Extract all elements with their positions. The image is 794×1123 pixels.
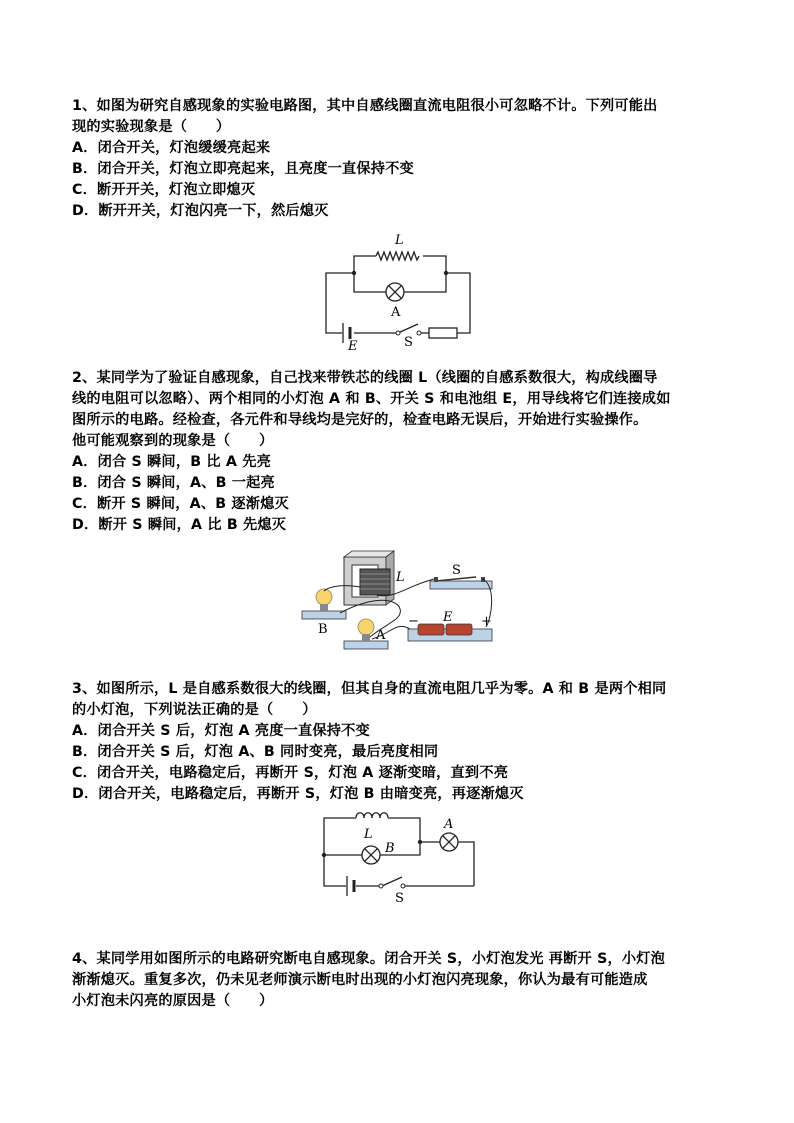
q2-bulb-a-icon — [358, 619, 374, 635]
q1-label-switch: S — [404, 335, 413, 350]
q2-coil-icon — [360, 569, 390, 595]
q3-label-inductor: L — [364, 827, 373, 842]
q3-label-switch: S — [395, 891, 404, 906]
q1-circuit-diagram — [318, 228, 478, 354]
q2-stem-line-4: 他可能观察到的现象是（ ） — [72, 433, 274, 449]
q1-label-lamp: A — [391, 305, 401, 320]
q3-option-d: D．闭合开关，电路稳定后，再断开 S，灯泡 B 由暗变亮，再逐渐熄灭 — [72, 786, 524, 802]
q2-label-lamp-b: B — [318, 622, 328, 637]
q2-option-c: C．断开 S 瞬间，A、B 逐渐熄灭 — [72, 496, 289, 512]
q3-label-lamp-b: B — [385, 841, 395, 856]
q4-stem-line-3: 小灯泡未闪亮的原因是（ ） — [72, 993, 274, 1009]
q2-apparatus-illustration — [300, 547, 500, 659]
q1-label-inductor: L — [395, 233, 404, 248]
q1-option-a: A．闭合开关，灯泡缓缓亮起来 — [72, 140, 271, 156]
q3-stem-line-2: 的小灯泡，下列说法正确的是（ ） — [72, 702, 317, 718]
q2-stem-line-1: 2、某同学为了验证自感现象，自己找来带铁芯的线圈 L（线圈的自感系数很大，构成线圈导 — [72, 370, 658, 386]
q1-label-battery: E — [348, 339, 358, 354]
q1-stem-line-1: 1、如图为研究自感现象的实验电路图，其中自感线圈直流电阻很小可忽略不计。下列可能出 — [72, 98, 658, 114]
q3-label-lamp-a: A — [444, 817, 454, 832]
q2-option-a: A．闭合 S 瞬间，B 比 A 先亮 — [72, 454, 271, 470]
q1-option-d: D．断开开关，灯泡闪亮一下，然后熄灭 — [72, 203, 329, 219]
q4-stem-line-2: 渐渐熄灭。重复多次，仍未见老师演示断电时出现的小灯泡闪亮现象，你认为最有可能造成 — [72, 972, 648, 988]
q3-option-c: C．闭合开关，电路稳定后，再断开 S，灯泡 A 逐渐变暗，直到不亮 — [72, 765, 509, 781]
q2-label-lamp-a: A — [376, 628, 386, 643]
q2-option-b: B．闭合 S 瞬间，A、B 一起亮 — [72, 475, 275, 491]
q2-stem-line-3: 图所示的电路。经检查，各元件和导线均是完好的，检查电路无误后，开始进行实验操作。 — [72, 412, 648, 428]
q3-circuit-diagram — [316, 806, 486, 906]
q3-option-b: B．闭合开关 S 后，灯泡 A、B 同时变亮，最后亮度相同 — [72, 744, 439, 760]
q2-stem-line-2: 线的电阻可以忽略）、两个相同的小灯泡 A 和 B、开关 S 和电池组 E，用导线将它们连接成如 — [72, 391, 671, 407]
q1-option-c: C．断开开关，灯泡立即熄灭 — [72, 182, 256, 198]
q2-option-d: D．断开 S 瞬间，A 比 B 先熄灭 — [72, 517, 287, 533]
q3-option-a: A．闭合开关 S 后，灯泡 A 亮度一直保持不变 — [72, 723, 370, 739]
q1-stem-line-2: 现的实验现象是（ ） — [72, 119, 231, 135]
q1-option-b: B．闭合开关，灯泡立即亮起来，且亮度一直保持不变 — [72, 161, 414, 177]
q2-switch-base — [430, 581, 492, 589]
q2-label-battery: E — [443, 610, 453, 625]
q2-label-inductor: L — [396, 570, 405, 585]
q2-label-minus: − — [408, 614, 419, 629]
q2-bulb-b-icon — [316, 589, 332, 605]
q4-stem-line-1: 4、某同学用如图所示的电路研究断电自感现象。闭合开关 S，小灯泡发光 再断开 S，小灯泡 — [72, 951, 666, 967]
q2-label-plus: + — [481, 614, 492, 629]
q3-stem-line-1: 3、如图所示，L 是自感系数很大的线圈，但其自身的直流电阻几乎为零。A 和 B 是两个相同 — [72, 681, 667, 697]
q2-label-switch: S — [452, 563, 461, 578]
